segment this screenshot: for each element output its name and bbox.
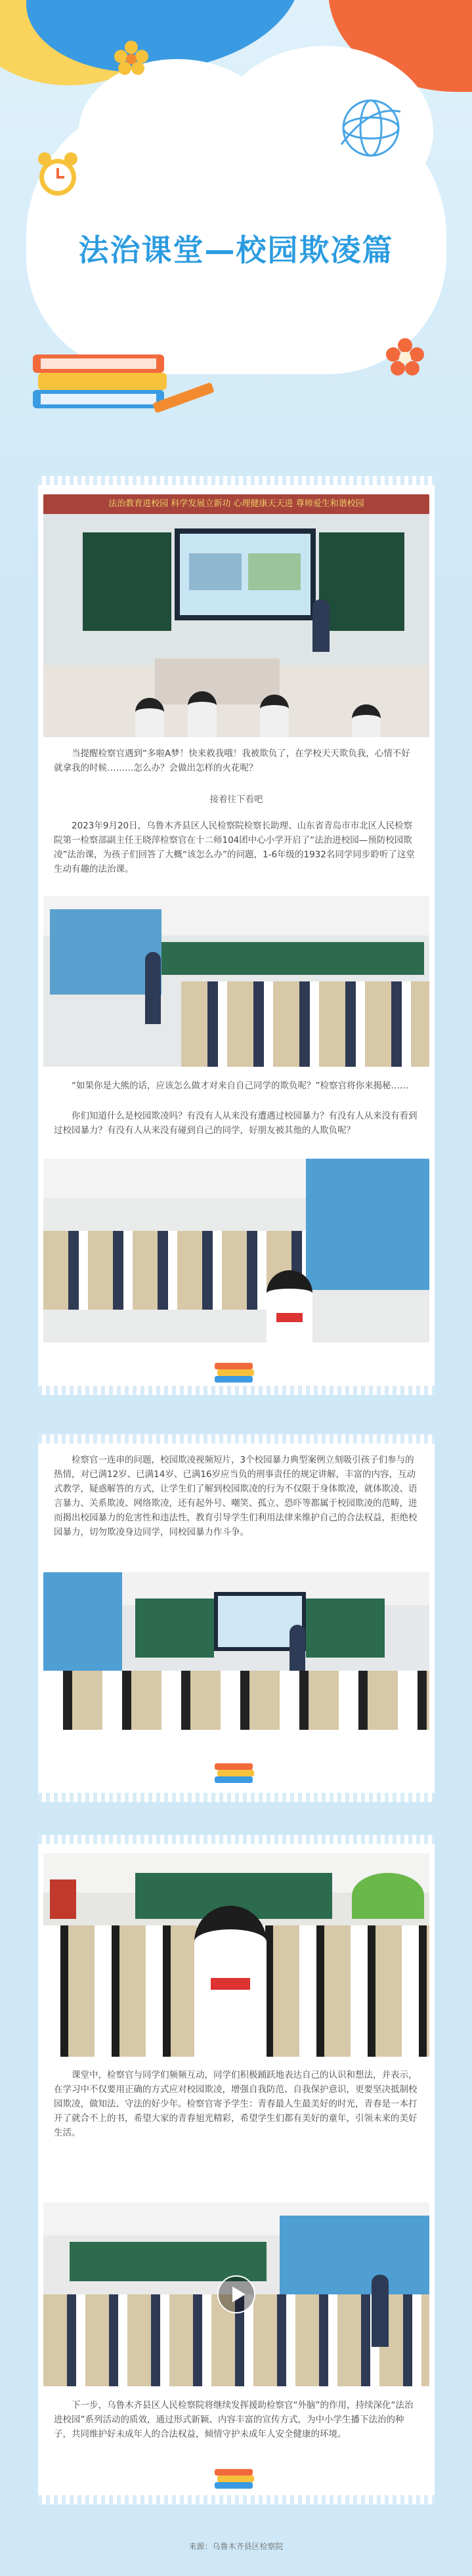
red-scarf	[276, 1313, 303, 1322]
paragraph: “如果你是大熊的话，应该怎么做才对来自自己同学的欺负呢？”检察官将你来揭秘……	[72, 1081, 409, 1091]
alarm-clock-icon	[34, 150, 81, 200]
classroom-photo	[43, 494, 429, 737]
red-scarf	[211, 1978, 250, 1990]
student-rows	[43, 1671, 429, 1730]
content-card	[38, 1434, 435, 1802]
student-figure	[267, 1270, 312, 1342]
window	[43, 1572, 122, 1671]
paragraph: 你们知道什么是校园欺凌吗？有没有人从来没有遭遇过校园暴力？有没有人从来没有看到过校园暴力？有没有人从来没有碰到自己的同学，好朋友被其他的人欺负呢？	[54, 1111, 418, 1136]
classroom-photo	[43, 1572, 429, 1730]
chalkboard	[161, 942, 424, 975]
tree-decoration	[352, 1873, 424, 1919]
content-card	[38, 476, 435, 1395]
slide-image	[189, 553, 242, 590]
page-title: 法治课堂—校园欺凌篇	[78, 232, 394, 268]
paragraph: 2023年9月20日，乌鲁木齐县区人民检察院检察长助理、山东省青岛市市北区人民检察院第一检察部副主任王晓萍检察官在十二师104团中心小学开启了“法治进校园—预防校园欺凌”法治课，为孩子们回答了大概“该怎么办”的问题，1-6年级的1932名同学同步聆听了这堂生动有趣的法治课。	[54, 821, 415, 874]
dotted-border	[38, 476, 435, 485]
paragraph: 下一步，乌鲁木齐县区人民检察院将继续发挥援助检察官“外脑”的作用，持续深化“法治进校园”系列活动的质效，通过形式新颖、内容丰富的宣传方式，为中小学生播下法治的种子，共同维护好未成年人的合法权益，倾情守护未成年人安全健康的环境。	[54, 2400, 414, 2439]
classroom-banner-text: 法治教育进校园 科学发展立新功 心理健康天天进 尊师爱生和谐校园	[108, 499, 364, 509]
student-figure	[188, 691, 217, 737]
books-icon	[212, 1759, 261, 1786]
wall-poster	[50, 1879, 76, 1919]
student-figure	[135, 698, 164, 737]
window	[306, 1159, 429, 1290]
chalkboard	[135, 1599, 214, 1658]
classroom-photo	[43, 1159, 429, 1342]
teacher-figure	[312, 599, 330, 652]
subheading: 接着往下看吧	[209, 794, 263, 805]
header	[0, 0, 472, 473]
paragraph: 课堂中，检察官与同学们频频互动，同学们积极踊跃地表达自己的认识和想法，并表示，在学习中不仅要用正确的方式应对校园欺凌，增强自我防范、自我保护意识，更要坚决抵制校园欺凌，做知法、守法的好少年。检察官寄予学生：青春最人生最美好的时光，青春是一本打开了就合不上的书，希望大家的青春旭光精彩，希望学生们都有美好的童年，引领未来的美好生活。	[54, 2070, 418, 2138]
classroom-photo	[43, 1853, 429, 2057]
dotted-border	[38, 1835, 435, 1844]
projector-screen	[175, 528, 316, 620]
chalkboard	[306, 1599, 385, 1658]
paragraph: 检察官一连串的问题，校园欺凌视频短片，3个校园暴力典型案例立刻吸引孩子们参与的热情，对已满12岁、已满14岁、已满16岁应当负的刑事责任的规定讲解，丰富的内容，互动式教学，疑惑解答的方式，让学生们了解到校园欺凌的行为不仅限于身体欺凌，就体欺凌、语言暴力、关系欺凌、网络欺凌，还有起外号、嘲笑、孤立、恐吓等都属于校园欺凌的范畴，进而揭出校园暴力的危害性和违法性，教育引导学生们利用法律来维护自己的合法权益，拒绝校园暴力，切勿欺凌身边同学，同校园暴力作斗争。	[54, 1455, 418, 1537]
flower-icon	[384, 336, 426, 378]
dotted-border	[38, 1434, 435, 1444]
chalkboard	[319, 532, 404, 631]
slide	[180, 534, 311, 615]
chalkboard	[83, 532, 171, 631]
slide-image	[248, 553, 301, 590]
dotted-border	[38, 1386, 435, 1395]
play-icon[interactable]	[217, 2275, 256, 2314]
source-caption: 来源：乌鲁木齐县区检察院	[188, 2542, 284, 2551]
books-pencil-icon	[28, 341, 218, 420]
teacher-figure	[372, 2275, 389, 2347]
student-rows	[181, 981, 429, 1067]
student-figure	[260, 695, 289, 737]
classroom-photo	[43, 896, 429, 1067]
paragraph: 当提醒检察官遇到“多啦A梦！快来救我哦！我被欺负了，在学校天天欺负我，心情不好就拿我的时候………怎么办？会做出怎样的火花呢？	[54, 748, 410, 773]
books-icon	[212, 1359, 261, 1385]
books-icon	[212, 2465, 261, 2491]
student-figure	[352, 704, 381, 737]
globe-icon	[335, 92, 407, 164]
teacher-figure	[145, 952, 161, 1024]
flower-icon	[112, 38, 151, 77]
classroom-video[interactable]	[43, 2202, 429, 2386]
teacher-desk	[155, 658, 280, 704]
classroom-banner	[43, 494, 429, 514]
content-card	[38, 1835, 435, 2504]
dotted-border	[38, 2495, 435, 2504]
dotted-border	[38, 1793, 435, 1802]
